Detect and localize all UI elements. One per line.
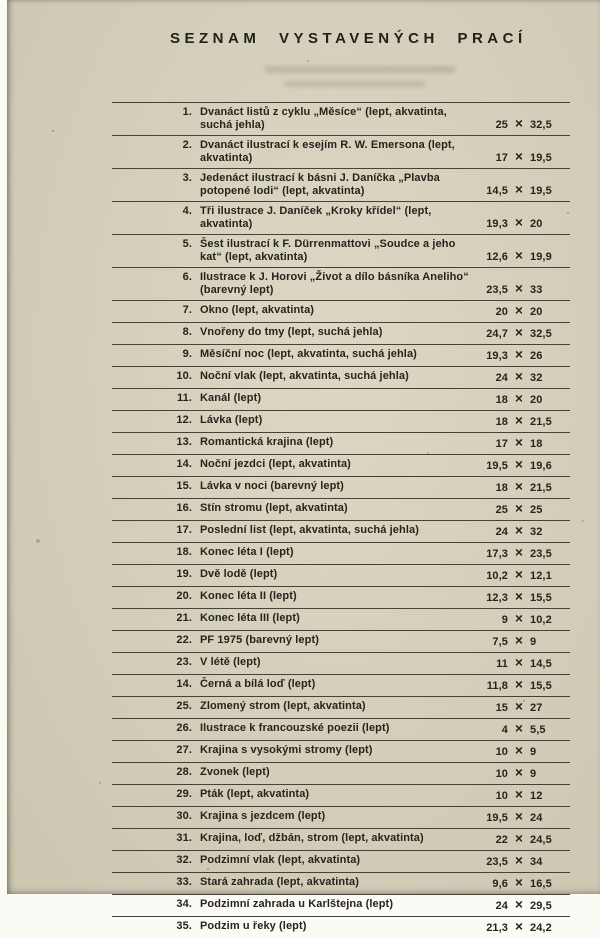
item-title: Zlomený strom (lept, akvatinta) bbox=[200, 700, 366, 712]
height-value: 27 bbox=[530, 702, 543, 714]
width-value: 23,5 bbox=[486, 284, 508, 296]
item-dimensions bbox=[470, 502, 570, 517]
item-number: 27. bbox=[176, 744, 192, 756]
item-title: V létě (lept) bbox=[200, 656, 261, 668]
item-title: Podzimní zahrada u Karlštejna (lept) bbox=[200, 898, 394, 910]
height-value: 20 bbox=[530, 394, 543, 406]
height-value: 9 bbox=[530, 746, 537, 758]
height-value: 33 bbox=[530, 284, 543, 296]
item-title: Dvanáct ilustrací k esejím R. W. Emersona (lept, akvatinta) bbox=[200, 139, 455, 164]
item-dimensions bbox=[470, 348, 570, 363]
list-item bbox=[112, 498, 570, 520]
item-title: Poslední list (lept, akvatinta, suchá jehla) bbox=[200, 524, 419, 536]
times-symbol: × bbox=[515, 523, 523, 538]
list-item bbox=[112, 564, 570, 586]
height-value: 23,5 bbox=[530, 548, 552, 560]
width-value: 4 bbox=[501, 724, 508, 736]
list-item bbox=[112, 894, 570, 916]
width-value: 10 bbox=[495, 790, 508, 802]
times-symbol: × bbox=[515, 677, 523, 692]
item-number: 31. bbox=[176, 832, 192, 844]
height-value: 19,6 bbox=[530, 460, 552, 472]
item-number: 14. bbox=[176, 458, 192, 470]
width-value: 7,5 bbox=[492, 636, 508, 648]
height-value: 12,1 bbox=[530, 570, 552, 582]
list-item bbox=[112, 454, 570, 476]
list-item bbox=[112, 520, 570, 542]
width-value: 10 bbox=[495, 768, 508, 780]
times-symbol: × bbox=[515, 545, 523, 560]
height-value: 18 bbox=[530, 438, 543, 450]
list-item bbox=[112, 828, 570, 850]
height-value: 29,5 bbox=[530, 900, 552, 912]
item-number: 28. bbox=[176, 766, 192, 778]
item-dimensions bbox=[470, 898, 570, 913]
item-number: 23. bbox=[176, 656, 192, 668]
works-list bbox=[112, 102, 570, 938]
list-item bbox=[112, 388, 570, 410]
item-number: 32. bbox=[176, 854, 192, 866]
width-value: 18 bbox=[495, 416, 508, 428]
item-title: Vnořeny do tmy (lept, suchá jehla) bbox=[200, 326, 383, 338]
times-symbol: × bbox=[515, 369, 523, 384]
width-value: 24 bbox=[495, 372, 508, 384]
item-dimensions bbox=[470, 183, 570, 198]
item-dimensions bbox=[470, 920, 570, 935]
times-symbol: × bbox=[515, 765, 523, 780]
item-dimensions bbox=[470, 656, 570, 671]
width-value: 25 bbox=[495, 119, 508, 131]
height-value: 20 bbox=[530, 306, 543, 318]
list-item bbox=[112, 718, 570, 740]
times-symbol: × bbox=[515, 589, 523, 604]
item-title: Stín stromu (lept, akvatinta) bbox=[200, 502, 348, 514]
item-number: 19. bbox=[176, 568, 192, 580]
height-value: 5,5 bbox=[530, 724, 546, 736]
item-title: Lávka v noci (barevný lept) bbox=[200, 480, 344, 492]
height-value: 21,5 bbox=[530, 416, 552, 428]
times-symbol: × bbox=[515, 743, 523, 758]
item-number: 34. bbox=[176, 898, 192, 910]
item-number: 16. bbox=[176, 502, 192, 514]
width-value: 20 bbox=[495, 306, 508, 318]
item-title: Noční vlak (lept, akvatinta, suchá jehla) bbox=[200, 370, 409, 382]
width-value: 12,3 bbox=[486, 592, 508, 604]
height-value: 19,5 bbox=[530, 185, 552, 197]
height-value: 21,5 bbox=[530, 482, 552, 494]
height-value: 9 bbox=[530, 636, 537, 648]
height-value: 24,5 bbox=[530, 834, 552, 846]
height-value: 34 bbox=[530, 856, 543, 868]
times-symbol: × bbox=[515, 699, 523, 714]
item-title: Krajina s jezdcem (lept) bbox=[200, 810, 326, 822]
list-item bbox=[112, 366, 570, 388]
item-number: 3. bbox=[182, 172, 192, 184]
list-item bbox=[112, 410, 570, 432]
item-dimensions bbox=[470, 436, 570, 451]
item-title: Lávka (lept) bbox=[200, 414, 263, 426]
item-title: Pták (lept, akvatinta) bbox=[200, 788, 310, 800]
item-dimensions bbox=[470, 678, 570, 693]
list-item bbox=[112, 740, 570, 762]
times-symbol: × bbox=[515, 413, 523, 428]
item-number: 33. bbox=[176, 876, 192, 888]
item-number: 13. bbox=[176, 436, 192, 448]
times-symbol: × bbox=[515, 853, 523, 868]
height-value: 14,5 bbox=[530, 658, 552, 670]
list-item bbox=[112, 476, 570, 498]
item-title: Podzim u řeky (lept) bbox=[200, 920, 307, 932]
item-title: Zvonek (lept) bbox=[200, 766, 270, 778]
item-number: 11. bbox=[177, 392, 192, 404]
item-title: Tři ilustrace J. Daníček „Kroky křídel“ (lept, akvatinta) bbox=[200, 205, 432, 230]
paper-specks bbox=[7, 0, 9, 2]
times-symbol: × bbox=[515, 655, 523, 670]
list-item bbox=[112, 696, 570, 718]
height-value: 25 bbox=[530, 504, 543, 516]
item-number: 14. bbox=[176, 678, 192, 690]
list-item bbox=[112, 872, 570, 894]
times-symbol: × bbox=[515, 116, 523, 131]
width-value: 19,3 bbox=[486, 218, 508, 230]
item-number: 5. bbox=[182, 238, 192, 250]
item-title: Krajina, loď, džbán, strom (lept, akvatinta) bbox=[200, 832, 424, 844]
height-value: 19,9 bbox=[530, 251, 552, 263]
item-dimensions bbox=[470, 612, 570, 627]
item-title: Dvě lodě (lept) bbox=[200, 568, 278, 580]
list-item bbox=[112, 652, 570, 674]
times-symbol: × bbox=[515, 325, 523, 340]
item-dimensions bbox=[470, 326, 570, 341]
item-number: 1. bbox=[182, 106, 192, 118]
width-value: 10 bbox=[495, 746, 508, 758]
item-number: 21. bbox=[176, 612, 192, 624]
height-value: 19,5 bbox=[530, 152, 552, 164]
height-value: 32 bbox=[530, 372, 543, 384]
times-symbol: × bbox=[515, 875, 523, 890]
item-title: Stará zahrada (lept, akvatinta) bbox=[200, 876, 359, 888]
width-value: 17 bbox=[495, 438, 508, 450]
list-item bbox=[112, 344, 570, 366]
times-symbol: × bbox=[515, 831, 523, 846]
item-number: 30. bbox=[176, 810, 192, 822]
item-dimensions bbox=[470, 150, 570, 165]
item-title: Jedenáct ilustrací k básni J. Daníčka „Plavba potopené lodi“ (lept, akvatinta) bbox=[200, 172, 440, 197]
times-symbol: × bbox=[515, 611, 523, 626]
item-number: 6. bbox=[182, 271, 192, 283]
times-symbol: × bbox=[515, 897, 523, 912]
width-value: 15 bbox=[495, 702, 508, 714]
width-value: 9 bbox=[501, 614, 508, 626]
width-value: 17 bbox=[495, 152, 508, 164]
item-number: 10. bbox=[176, 370, 192, 382]
height-value: 16,5 bbox=[530, 878, 552, 890]
list-item bbox=[112, 806, 570, 828]
show-through-ghost bbox=[265, 66, 455, 87]
height-value: 15,5 bbox=[530, 592, 552, 604]
list-item bbox=[112, 201, 570, 234]
item-dimensions bbox=[470, 216, 570, 231]
item-number: 29. bbox=[176, 788, 192, 800]
item-dimensions bbox=[470, 876, 570, 891]
item-dimensions bbox=[470, 282, 570, 297]
width-value: 14,5 bbox=[486, 185, 508, 197]
height-value: 32,5 bbox=[530, 328, 552, 340]
item-number: 25. bbox=[176, 700, 192, 712]
width-value: 18 bbox=[495, 482, 508, 494]
item-dimensions bbox=[470, 744, 570, 759]
item-title: Konec léta II (lept) bbox=[200, 590, 297, 602]
list-item bbox=[112, 674, 570, 696]
list-item bbox=[112, 630, 570, 652]
width-value: 24,7 bbox=[486, 328, 508, 340]
item-dimensions bbox=[470, 810, 570, 825]
item-title: Měsíční noc (lept, akvatinta, suchá jehla) bbox=[200, 348, 417, 360]
item-title: Okno (lept, akvatinta) bbox=[200, 304, 315, 316]
item-number: 8. bbox=[182, 326, 192, 338]
width-value: 19,5 bbox=[486, 460, 508, 472]
item-dimensions bbox=[470, 700, 570, 715]
item-number: 35. bbox=[176, 920, 192, 932]
width-value: 25 bbox=[495, 504, 508, 516]
item-title: Kanál (lept) bbox=[200, 392, 262, 404]
list-item bbox=[112, 102, 570, 135]
item-number: 26. bbox=[176, 722, 192, 734]
times-symbol: × bbox=[515, 391, 523, 406]
times-symbol: × bbox=[515, 435, 523, 450]
height-value: 24,2 bbox=[530, 922, 552, 934]
times-symbol: × bbox=[515, 479, 523, 494]
height-value: 12 bbox=[530, 790, 543, 802]
item-title: Romantická krajina (lept) bbox=[200, 436, 334, 448]
times-symbol: × bbox=[515, 347, 523, 362]
item-number: 18. bbox=[176, 546, 192, 558]
item-number: 22. bbox=[176, 634, 192, 646]
times-symbol: × bbox=[515, 787, 523, 802]
times-symbol: × bbox=[515, 149, 523, 164]
list-item bbox=[112, 784, 570, 806]
list-item bbox=[112, 762, 570, 784]
list-item bbox=[112, 542, 570, 564]
height-value: 20 bbox=[530, 218, 543, 230]
item-title: Ilustrace k J. Horovi „Život a dílo básníka Aneliho“ (barevný lept) bbox=[200, 271, 469, 296]
item-dimensions bbox=[470, 546, 570, 561]
item-number: 15. bbox=[176, 480, 192, 492]
list-item bbox=[112, 916, 570, 938]
item-number: 12. bbox=[176, 414, 192, 426]
list-item bbox=[112, 322, 570, 344]
list-item bbox=[112, 586, 570, 608]
item-dimensions bbox=[470, 392, 570, 407]
item-title: Konec léta III (lept) bbox=[200, 612, 300, 624]
item-number: 7. bbox=[182, 304, 192, 316]
list-item bbox=[112, 608, 570, 630]
width-value: 24 bbox=[495, 526, 508, 538]
item-title: Podzimní vlak (lept, akvatinta) bbox=[200, 854, 361, 866]
item-number: 20. bbox=[176, 590, 192, 602]
item-title: Ilustrace k francouzské poezii (lept) bbox=[200, 722, 390, 734]
width-value: 23,5 bbox=[486, 856, 508, 868]
list-item bbox=[112, 267, 570, 300]
times-symbol: × bbox=[515, 281, 523, 296]
item-dimensions bbox=[470, 249, 570, 264]
times-symbol: × bbox=[515, 567, 523, 582]
height-value: 10,2 bbox=[530, 614, 552, 626]
item-dimensions bbox=[470, 117, 570, 132]
width-value: 19,5 bbox=[486, 812, 508, 824]
times-symbol: × bbox=[515, 182, 523, 197]
list-item bbox=[112, 432, 570, 454]
width-value: 22 bbox=[495, 834, 508, 846]
times-symbol: × bbox=[515, 215, 523, 230]
list-item bbox=[112, 168, 570, 201]
item-title: Šest ilustrací k F. Dürrenmattovi „Soudce a jeho kat“ (lept, akvatinta) bbox=[200, 238, 456, 263]
item-title: Konec léta I (lept) bbox=[200, 546, 294, 558]
times-symbol: × bbox=[515, 303, 523, 318]
times-symbol: × bbox=[515, 501, 523, 516]
item-dimensions bbox=[470, 766, 570, 781]
width-value: 19,3 bbox=[486, 350, 508, 362]
item-number: 2. bbox=[182, 139, 192, 151]
height-value: 32,5 bbox=[530, 119, 552, 131]
item-dimensions bbox=[470, 304, 570, 319]
width-value: 18 bbox=[495, 394, 508, 406]
scanned-page bbox=[7, 0, 600, 934]
times-symbol: × bbox=[515, 721, 523, 736]
times-symbol: × bbox=[515, 809, 523, 824]
item-number: 9. bbox=[182, 348, 192, 360]
list-item bbox=[112, 850, 570, 872]
times-symbol: × bbox=[515, 633, 523, 648]
item-number: 4. bbox=[182, 205, 192, 217]
item-dimensions bbox=[470, 370, 570, 385]
item-dimensions bbox=[470, 590, 570, 605]
times-symbol: × bbox=[515, 457, 523, 472]
item-dimensions bbox=[470, 458, 570, 473]
width-value: 24 bbox=[495, 900, 508, 912]
item-dimensions bbox=[470, 414, 570, 429]
list-item bbox=[112, 300, 570, 322]
page-title: SEZNAM VYSTAVENÝCH PRACÍ bbox=[170, 30, 527, 47]
item-title: Noční jezdci (lept, akvatinta) bbox=[200, 458, 351, 470]
item-dimensions bbox=[470, 524, 570, 539]
width-value: 11 bbox=[496, 658, 508, 670]
item-title: PF 1975 (barevný lept) bbox=[200, 634, 319, 646]
times-symbol: × bbox=[515, 919, 523, 934]
times-symbol: × bbox=[515, 248, 523, 263]
item-number: 17. bbox=[176, 524, 192, 536]
height-value: 9 bbox=[530, 768, 537, 780]
item-title: Dvanáct listů z cyklu „Měsíce“ (lept, akvatinta, suchá jehla) bbox=[200, 106, 447, 131]
item-title: Krajina s vysokými stromy (lept) bbox=[200, 744, 373, 756]
width-value: 9,6 bbox=[492, 878, 508, 890]
height-value: 24 bbox=[530, 812, 543, 824]
height-value: 32 bbox=[530, 526, 543, 538]
width-value: 17,3 bbox=[486, 548, 508, 560]
width-value: 10,2 bbox=[486, 570, 508, 582]
item-dimensions bbox=[470, 832, 570, 847]
item-title: Černá a bílá loď (lept) bbox=[200, 678, 316, 690]
list-item bbox=[112, 135, 570, 168]
item-dimensions bbox=[470, 788, 570, 803]
item-dimensions bbox=[470, 568, 570, 583]
width-value: 11,8 bbox=[486, 680, 508, 692]
list-item bbox=[112, 234, 570, 267]
item-dimensions bbox=[470, 722, 570, 737]
item-dimensions bbox=[470, 854, 570, 869]
item-dimensions bbox=[470, 480, 570, 495]
item-dimensions bbox=[470, 634, 570, 649]
height-value: 26 bbox=[530, 350, 543, 362]
width-value: 21,3 bbox=[486, 922, 508, 934]
height-value: 15,5 bbox=[530, 680, 552, 692]
width-value: 12,6 bbox=[486, 251, 508, 263]
